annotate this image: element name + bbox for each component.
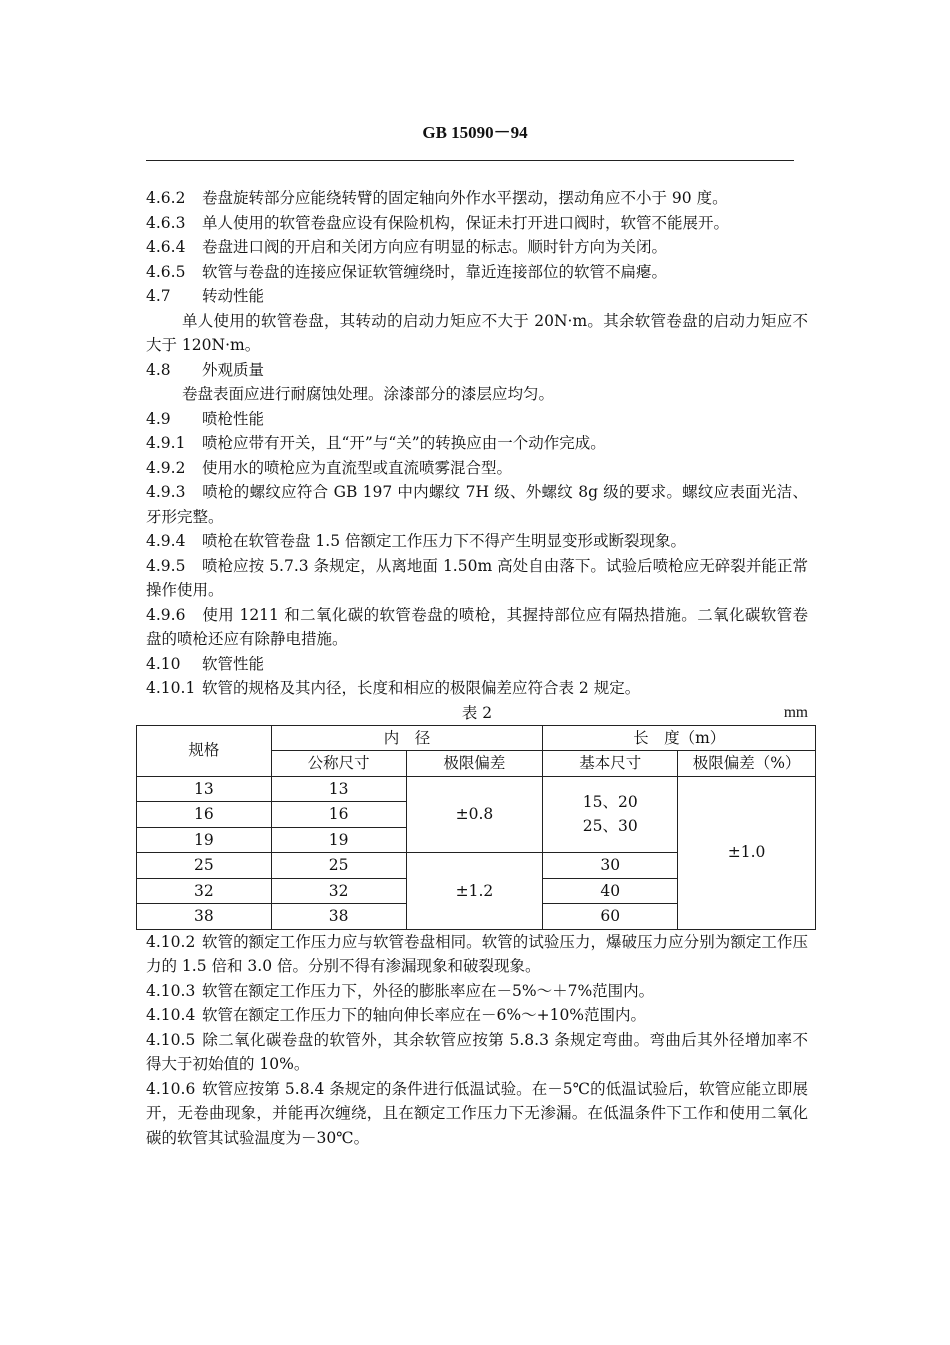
tol-length-cell: ±1.0 — [678, 776, 816, 929]
clause-paragraph — [146, 1003, 808, 1028]
clause-text: 喷枪应带有开关，且“开”与“关”的转换应由一个动作完成。 — [202, 434, 606, 452]
basic-size-line: 25、30 — [582, 817, 638, 836]
basic-size-cell: 30 — [543, 853, 678, 879]
clause-number: 4.10 — [146, 654, 181, 673]
spec-cell: 13 — [137, 776, 272, 802]
tol-inner-cell: ±0.8 — [406, 776, 543, 853]
header-tol-inner: 极限偏差 — [406, 751, 543, 777]
clause-paragraph — [146, 260, 808, 285]
clause-text: 软管的规格及其内径，长度和相应的极限偏差应符合表 2 规定。 — [202, 679, 641, 697]
clause-text: 喷枪的螺纹应符合 GB 197 中内螺纹 7H 级、外螺纹 8g 级的要求。螺纹应表面光洁、牙形完整。 — [146, 483, 808, 526]
clause-text: 软管的额定工作压力应与软管卷盘相同。软管的试验压力，爆破压力应分别为额定工作压力的 1.5 倍和 3.0 倍。分别不得有渗漏现象和破裂现象。 — [146, 932, 808, 975]
clause-number: 4.10.3 — [146, 981, 196, 1000]
clause-number: 4.9.5 — [146, 556, 186, 575]
clause-number: 4.10.2 — [146, 932, 196, 951]
spec-table — [136, 725, 816, 930]
clause-text: 单人使用的软管卷盘，其转动的启动力矩应不大于 20N·m。其余软管卷盘的启动力矩应不大于 120N·m。 — [146, 311, 808, 354]
clause-text: 使用水的喷枪应为直流型或直流喷雾混合型。 — [202, 458, 513, 477]
clause-paragraph — [146, 979, 808, 1004]
clause-number: 4.9.1 — [146, 434, 186, 452]
basic-size-cell — [543, 776, 678, 853]
clause-text: 软管在额定工作压力下的轴向伸长率应在－6%～+10%范围内。 — [202, 1006, 647, 1024]
table-row — [137, 776, 816, 802]
clause-paragraph — [146, 382, 808, 407]
nominal-cell: 32 — [271, 878, 406, 904]
clause-paragraph — [146, 930, 808, 979]
page-header: GB 15090－94 — [422, 123, 528, 142]
clause-number: 4.10.5 — [146, 1030, 196, 1049]
clause-number: 4.6.4 — [146, 238, 186, 256]
basic-size-cell: 60 — [543, 904, 678, 930]
clause-text: 软管在额定工作压力下，外径的膨胀率应在－5%～＋7%范围内。 — [202, 981, 655, 1000]
clause-text: 喷枪性能 — [202, 409, 265, 428]
clause-text: 转动性能 — [202, 287, 265, 305]
spec-cell: 16 — [137, 802, 272, 828]
clause-paragraph — [146, 309, 808, 358]
table-caption-row — [146, 701, 808, 725]
clause-text: 除二氧化碳卷盘的软管外，其余软管应按第 5.8.3 条规定弯曲。弯曲后其外径增加率不得大于初始值的 10%。 — [146, 1030, 808, 1073]
header-basic: 基本尺寸 — [543, 751, 678, 777]
spec-cell: 19 — [137, 827, 272, 853]
clauses-after-table — [146, 930, 808, 1151]
tol-inner-cell: ±1.2 — [406, 853, 543, 930]
table-caption: 表 2 — [461, 703, 493, 722]
clause-paragraph — [146, 480, 808, 529]
clause-number: 4.9.2 — [146, 458, 186, 477]
spec-cell: 38 — [137, 904, 272, 930]
clause-paragraph — [146, 186, 808, 211]
clause-number: 4.10.6 — [146, 1079, 196, 1098]
basic-size-cell: 40 — [543, 878, 678, 904]
clause-paragraph — [146, 652, 808, 677]
clause-paragraph — [146, 1028, 808, 1077]
clause-text: 喷枪应按 5.7.3 条规定，从离地面 1.50m 高处自由落下。试验后喷枪应无碎裂并能正常操作使用。 — [146, 556, 808, 599]
clause-paragraph — [146, 554, 808, 603]
clause-paragraph — [146, 284, 808, 309]
header-nominal: 公称尺寸 — [271, 751, 406, 777]
clause-text: 单人使用的软管卷盘应设有保险机构，保证未打开进口阀时，软管不能展开。 — [202, 213, 730, 232]
clause-text: 卷盘进口阀的开启和关闭方向应有明显的标志。顺时针方向为关闭。 — [202, 238, 668, 256]
clause-number: 4.6.2 — [146, 189, 186, 207]
clause-text: 软管应按第 5.8.4 条规定的条件进行低温试验。在－5℃的低温试验后，软管应能立即展开，无卷曲现象，并能再次缠绕，且在额定工作压力下无渗漏。在低温条件下工作和使用二氧化碳的软管其试验温度为－30℃。 — [146, 1079, 808, 1147]
clause-text: 使用 1211 和二氧化碳的软管卷盘的喷枪，其握持部位应有隔热措施。二氧化碳软管卷盘的喷枪还应有除静电措施。 — [146, 605, 808, 648]
nominal-cell: 19 — [271, 827, 406, 853]
nominal-cell: 25 — [271, 853, 406, 879]
clause-text: 外观质量 — [202, 360, 265, 379]
table-header-row — [137, 725, 816, 751]
clause-number: 4.9.3 — [146, 483, 186, 501]
clause-number: 4.9.6 — [146, 605, 186, 624]
clause-text: 软管性能 — [202, 654, 265, 673]
nominal-cell: 16 — [271, 802, 406, 828]
clause-paragraph — [146, 1077, 808, 1151]
clause-text: 卷盘表面应进行耐腐蚀处理。涂漆部分的漆层应均匀。 — [182, 385, 555, 403]
clause-paragraph — [146, 211, 808, 236]
clause-paragraph — [146, 407, 808, 432]
clause-number: 4.9 — [146, 409, 171, 428]
header-inner-diameter: 内 径 — [271, 725, 543, 751]
nominal-cell: 13 — [271, 776, 406, 802]
nominal-cell: 38 — [271, 904, 406, 930]
clause-paragraph — [146, 431, 808, 456]
clause-number: 4.10.4 — [146, 1006, 196, 1024]
clause-paragraph — [146, 235, 808, 260]
spec-cell: 32 — [137, 878, 272, 904]
header-spec: 规格 — [137, 725, 272, 776]
basic-size-line: 15、20 — [582, 792, 638, 811]
clause-paragraph — [146, 529, 808, 554]
clause-number: 4.6.5 — [146, 262, 186, 281]
table-unit: mm — [783, 703, 808, 721]
clause-number: 4.6.3 — [146, 213, 186, 232]
clause-text: 喷枪在软管卷盘 1.5 倍额定工作压力下不得产生明显变形或断裂现象。 — [202, 532, 687, 550]
clause-number: 4.10.1 — [146, 679, 196, 697]
header-tol-length: 极限偏差（%） — [678, 751, 816, 777]
clause-number: 4.8 — [146, 360, 171, 379]
clause-paragraph — [146, 676, 808, 701]
clauses-before-table — [146, 186, 808, 701]
header-length: 长 度（m） — [543, 725, 816, 751]
header-rule — [146, 160, 794, 161]
document-body — [146, 186, 808, 1150]
clause-number: 4.7 — [146, 287, 171, 305]
clause-text: 卷盘旋转部分应能绕转臂的固定轴向外作水平摆动，摆动角应不小于 90 度。 — [202, 189, 728, 207]
clause-paragraph — [146, 358, 808, 383]
spec-cell: 25 — [137, 853, 272, 879]
clause-paragraph — [146, 456, 808, 481]
clause-text: 软管与卷盘的连接应保证软管缠绕时，靠近连接部位的软管不扁瘪。 — [202, 262, 668, 281]
clause-paragraph — [146, 603, 808, 652]
clause-number: 4.9.4 — [146, 532, 186, 550]
